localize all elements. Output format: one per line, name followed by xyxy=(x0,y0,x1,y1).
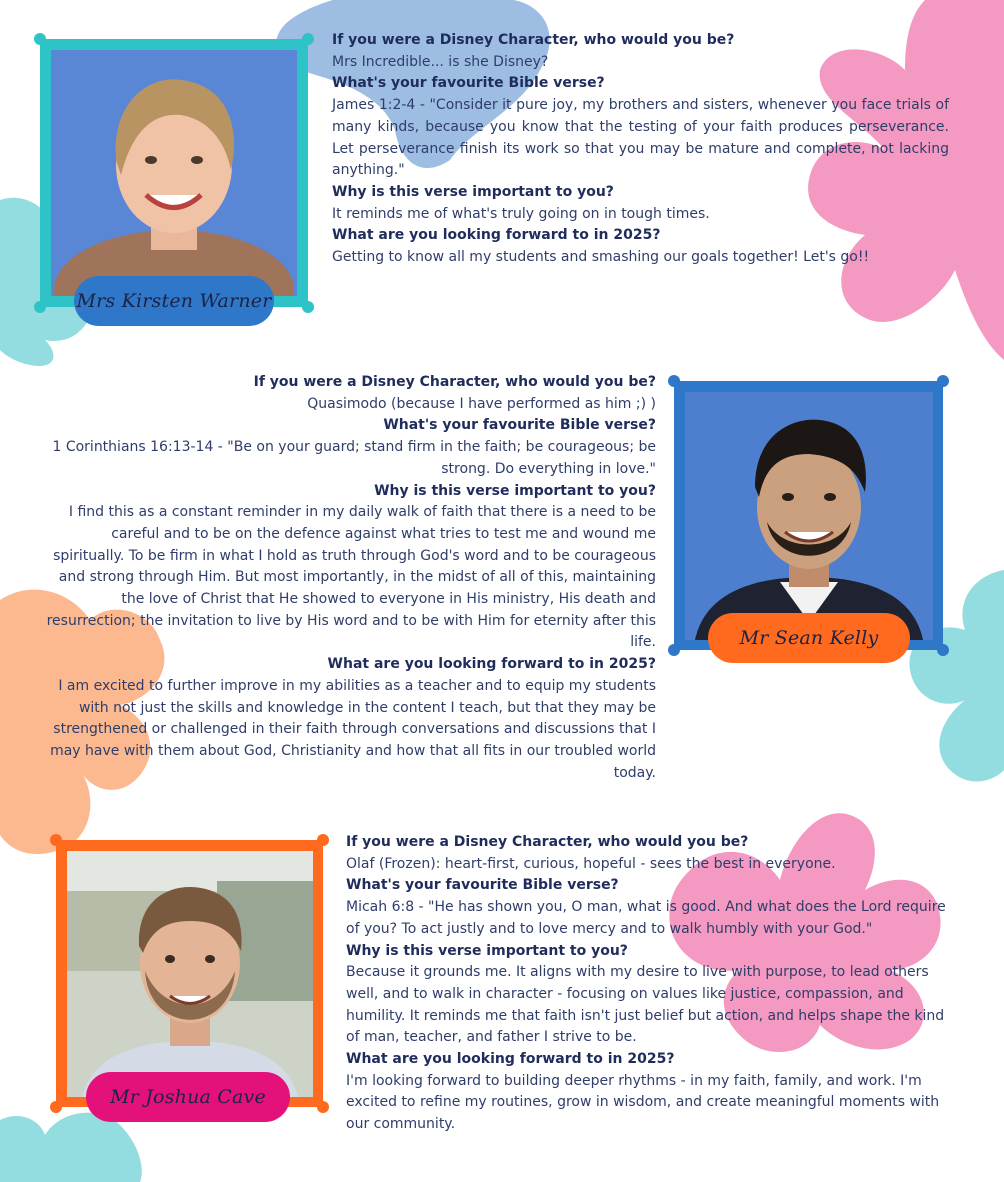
answer-disney: Mrs Incredible... is she Disney? xyxy=(332,53,549,70)
question-disney: If you were a Disney Character, who would you be? xyxy=(346,834,749,850)
answer-verse: 1 Corinthians 16:13-14 - "Be on your guard; stand firm in the faith; be courageous; be strong. Do everything in love." xyxy=(52,439,656,477)
name-tag: Mr Sean Kelly xyxy=(708,613,910,663)
question-why: Why is this verse important to you? xyxy=(332,183,614,200)
portrait-photo xyxy=(51,50,297,296)
question-2025: What are you looking forward to in 2025? xyxy=(332,227,661,244)
answer-2025: I'm looking forward to building deeper rhythms - in my faith, family, and work. I'm excited to refine my routines, grow in wisdom, and create meaningful moments with our community. xyxy=(346,1072,940,1133)
question-2025: What are you looking forward to in 2025? xyxy=(346,1051,675,1068)
qa-block xyxy=(332,30,949,269)
answer-verse: James 1:2-4 - "Consider it pure joy, my brothers and sisters, whenever you face trials of many kinds, because you know that the testing of your faith produces perseverance. Let perseverance finish its work so that you may be mature and complete, not lacking anything." xyxy=(332,97,949,179)
answer-why: Because it grounds me. It aligns with my desire to live with purpose, to lead others well, and to walk in character - focusing on values like justice, compassion, and humility. It reminds me that faith isn't just belief but action, and helps shape the kind of man, teacher, and father I strive to be. xyxy=(346,964,945,1046)
question-verse: What's your favourite Bible verse? xyxy=(383,417,656,434)
profile-sean-kelly xyxy=(0,360,1004,800)
portrait-photo xyxy=(67,851,313,1097)
profile-joshua-cave xyxy=(0,820,1004,1182)
qa-block xyxy=(36,372,656,784)
question-disney: If you were a Disney Character, who would you be? xyxy=(253,374,656,390)
answer-verse: Micah 6:8 - "He has shown you, O man, what is good. And what does the Lord require of you? To act justly and to love mercy and to walk humbly with your God." xyxy=(346,899,946,937)
answer-disney: Olaf (Frozen): heart-first, curious, hopeful - sees the best in everyone. xyxy=(346,855,836,872)
name-tag: Mrs Kirsten Warner xyxy=(74,276,274,326)
answer-why: It reminds me of what's truly going on in tough times. xyxy=(332,205,710,222)
question-disney: If you were a Disney Character, who would you be? xyxy=(332,32,735,48)
portrait-photo xyxy=(685,392,933,640)
answer-why: I find this as a constant reminder in my daily walk of faith that there is a need to be careful and to be on the defence against what tries to test me and wound me spiritually. To be firm in what I hold as truth through God's word and to be courageous and strong through Him. But most importantly, in the midst of all of this, maintaining the love of Christ that He showed to everyone in His ministry, His death and resurrection; the invitation to live by His word and to be with Him for eternity after this life. xyxy=(46,504,656,651)
question-why: Why is this verse important to you? xyxy=(374,482,656,499)
profile-kirsten-warner xyxy=(0,0,1004,340)
answer-2025: Getting to know all my students and smashing our goals together! Let's go!! xyxy=(332,249,870,266)
question-verse: What's your favourite Bible verse? xyxy=(346,877,619,894)
answer-2025: I am excited to further improve in my abilities as a teacher and to equip my students with not just the skills and knowledge in the content I teach, but that they may be strengthened or challenged in their faith through conversations and discussions that I may have with them about God, Christianity and how that all fits in our troubled world today. xyxy=(50,677,656,781)
qa-block xyxy=(346,832,950,1136)
question-why: Why is this verse important to you? xyxy=(346,942,628,959)
question-verse: What's your favourite Bible verse? xyxy=(332,75,605,92)
name-tag: Mr Joshua Cave xyxy=(86,1072,290,1122)
answer-disney: Quasimodo (because I have performed as him ;) ) xyxy=(307,395,656,412)
question-2025: What are you looking forward to in 2025? xyxy=(327,656,656,673)
